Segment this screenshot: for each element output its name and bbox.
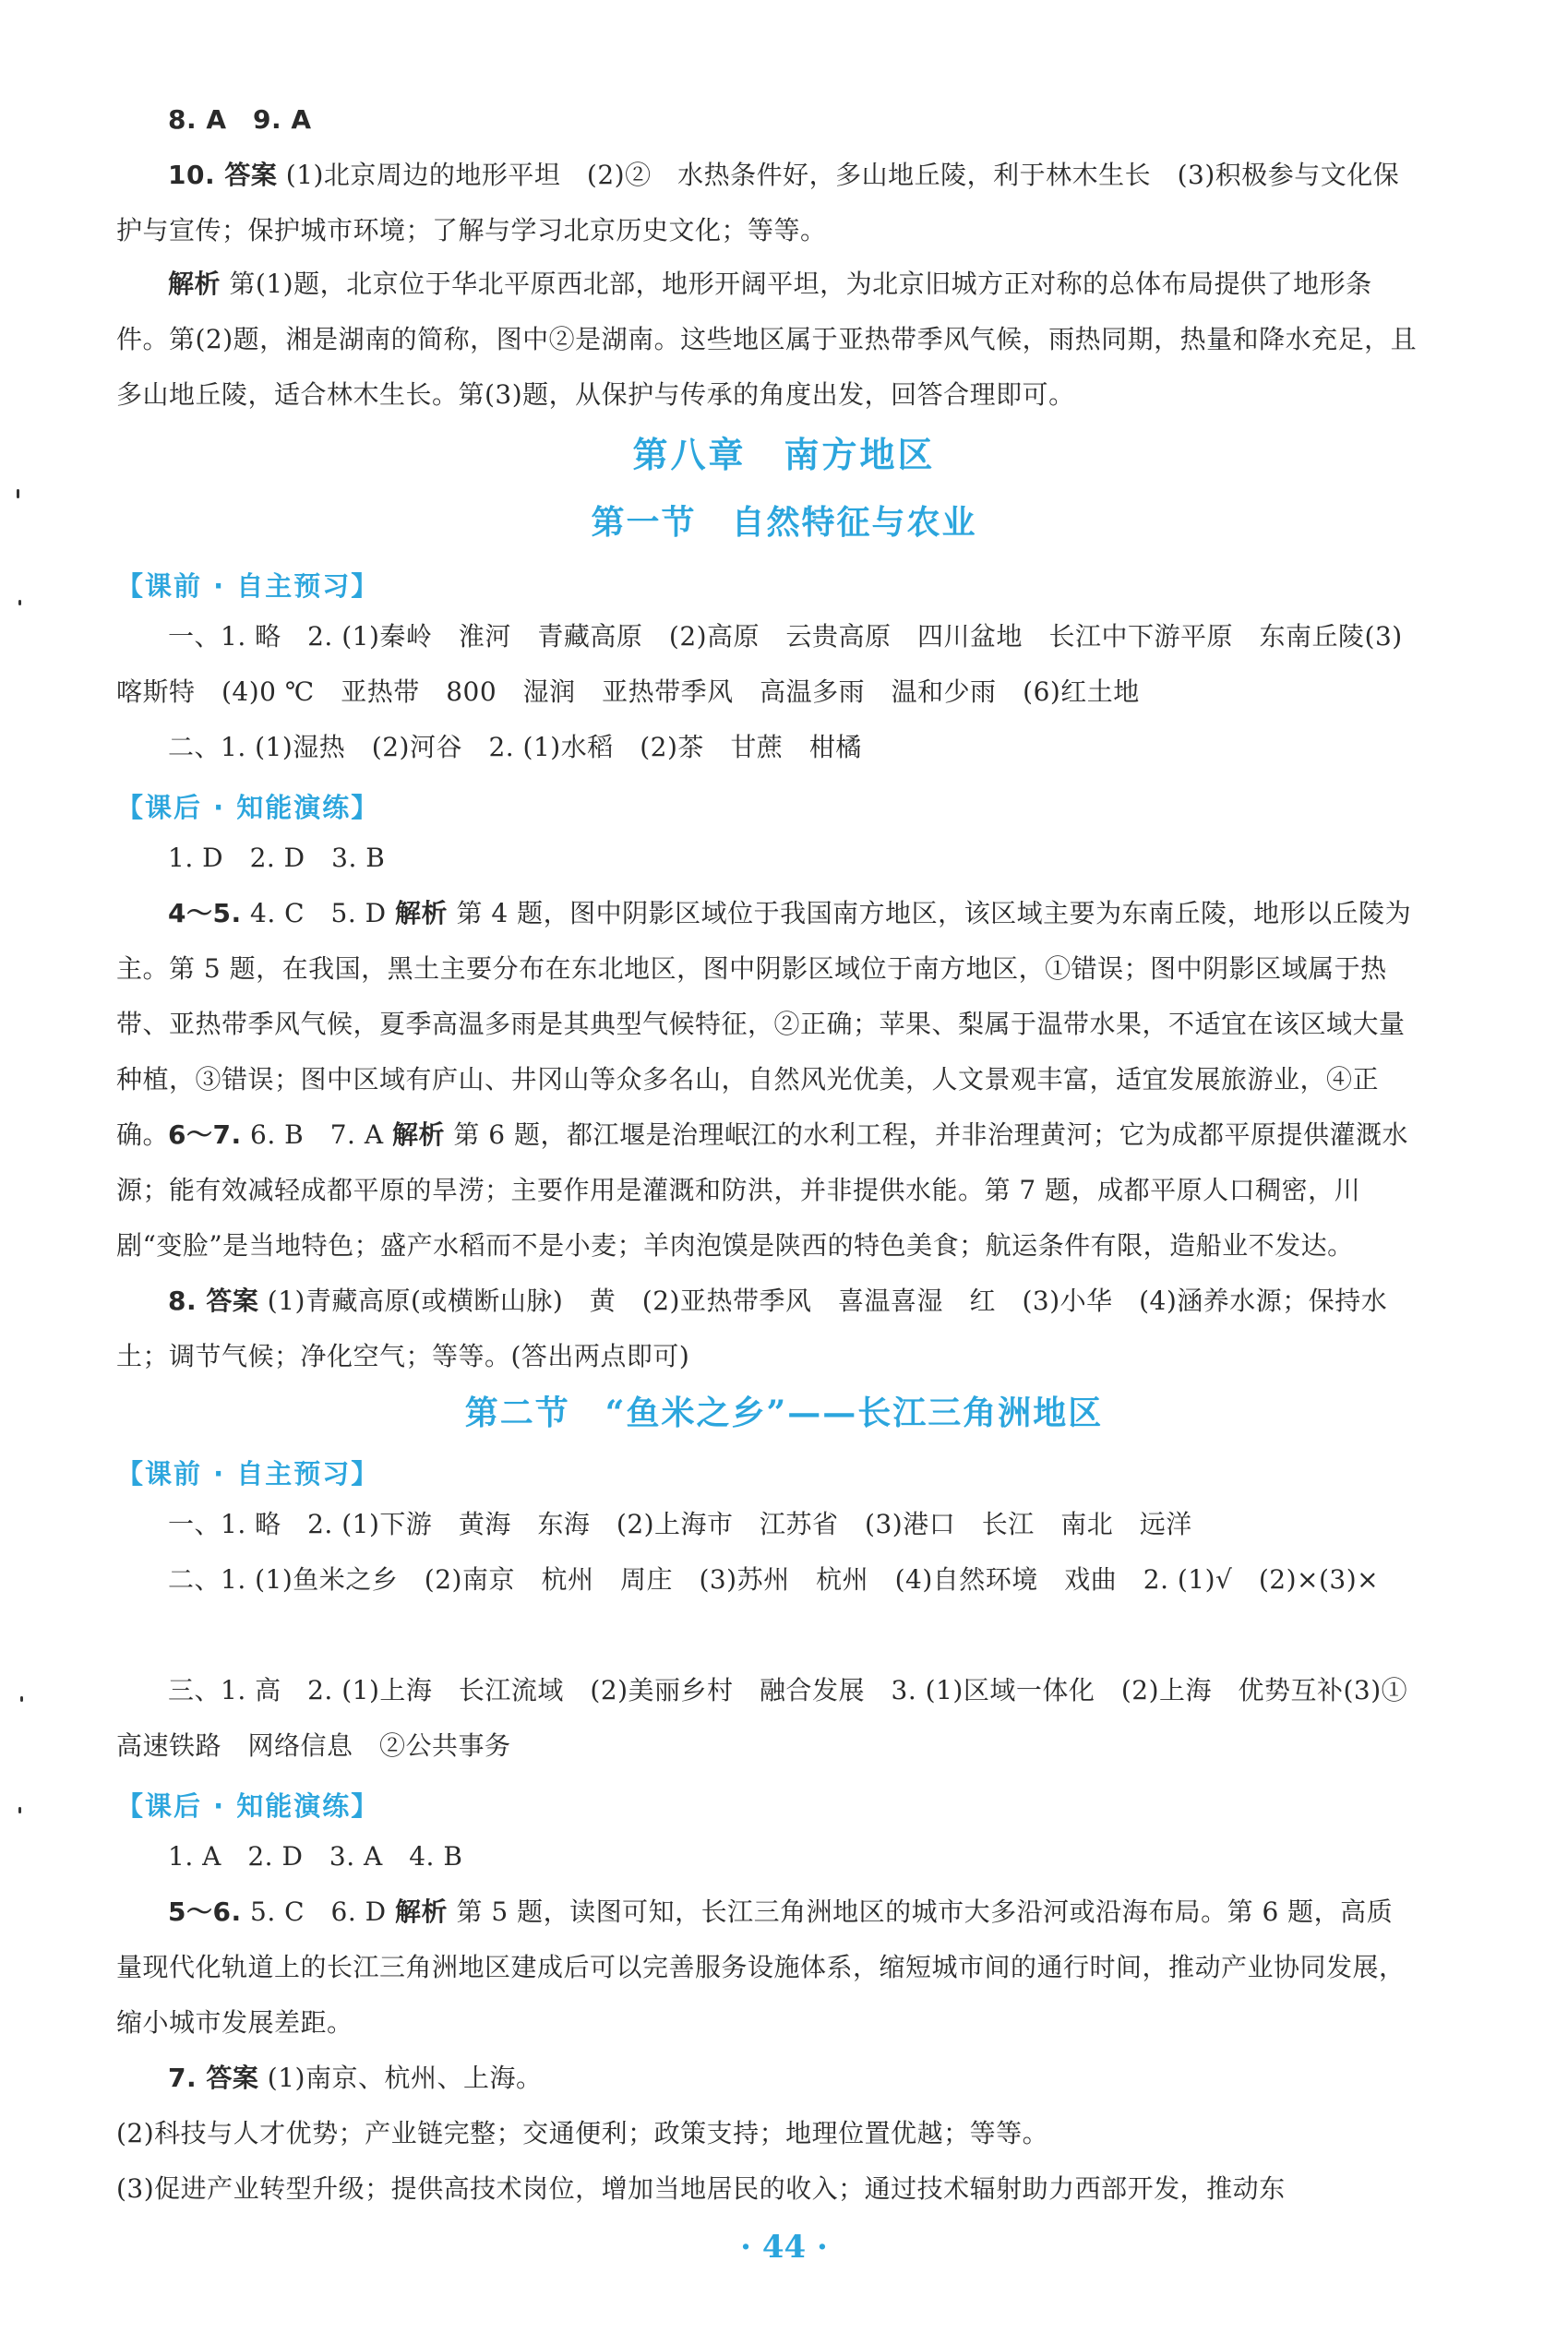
q8-answer: 8. 答案 (1)青藏高原(或横断山脉) 黄 (2)亚热带季风 喜温喜湿 红 (3)小华 (4)涵养水源；保持水土；调节气候；净化空气；等等。(答出两点即可) [116,1286,1388,1371]
section1-post-tag: 【课后 · 知能演练】 [116,792,380,823]
q10-answer: 10. 答案 (1)北京周边的地形平坦 (2)② 水热条件好，多山地丘陵，利于林木生长 (3)积极参与文化保护与宣传；保护城市环境；了解与学习北京历史文化；等等。 [116,160,1400,245]
q7-answer: 7. 答案 (1)南京、杭州、上海。 [168,2063,543,2093]
section2-pre-tag: 【课前 · 自主预习】 [116,1458,380,1490]
scan-mark [17,489,19,498]
q7-line-3: (3)促进产业转型升级；提供高技术岗位，增加当地居民的收入；通过技术辐射助力西部开发，推动东 [116,2173,1286,2204]
section2-title: 第二节 “鱼米之乡”——长江三角洲地区 [464,1394,1104,1432]
section1-pre-line-1: 一、1. 略 2. (1)秦岭 淮河 青藏高原 (2)高原 云贵高原 四川盆地 长江中下游平原 东南丘陵(3)喀斯特 (4)0 ℃ 亚热带 800 湿润 亚热带季风 高温多雨 温和少雨 (6)红土地 [116,621,1403,707]
page-number: · 44 · [740,2229,828,2266]
section2-post-tag: 【课后 · 知能演练】 [116,1790,380,1822]
q7-line-2: (2)科技与人才优势；产业链完整；交通便利；政策支持；地理位置优越；等等。 [116,2118,1049,2148]
q4-5: 4～5. 4. C 5. D 解析 第 4 题，图中阴影区域位于我国南方地区，该区域主要为东南丘陵，地形以丘陵为主。第 5 题，在我国，黑土主要分布在东北地区，图中阴影区域位于南方地区，①错误；图中阴影区域属于热带、亚热带季风气候，夏季高温多雨是其典型气候特征，②正确；苹果、梨属于温带水果，不适宜在该区域大量种植，③错误；图中区域有庐山、井冈山等众多名山，自然风光优美，人文景观丰富，适宜发展旅游业，④正确。 [116,898,1412,1150]
section2-pre-line-3: 三、1. 高 2. (1)上海 长江流域 (2)美丽乡村 融合发展 3. (1)区域一体化 (2)上海 优势互补(3)①高速铁路 网络信息 ②公共事务 [116,1675,1408,1761]
scan-mark [18,600,21,605]
q10-analysis: 解析 第(1)题，北京位于华北平原西北部，地形开阔平坦，为北京旧城方正对称的总体布局提供了地形条件。第(2)题，湘是湖南的简称，图中②是湖南。这些地区属于亚热带季风气候，雨热同期，热量和降水充足，且多山地丘陵，适合林木生长。第(3)题，从保护与传承的角度出发，回答合理即可。 [116,269,1418,410]
q5-6: 5～6. 5. C 6. D 解析 第 5 题，读图可知，长江三角洲地区的城市大多沿河或沿海布局。第 6 题，高质量现代化轨道上的长江三角洲地区建成后可以完善服务设施体系，缩短城市间的通行时间，推动产业协同发展，缩小城市发展差距。 [116,1896,1406,2038]
section1-title: 第一节 自然特征与农业 [591,503,977,542]
section2-ans-1-4: 1. A 2. D 3. A 4. B [168,1841,463,1872]
q6-7: 6～7. 6. B 7. A 解析 第 6 题，都江堰是治理岷江的水利工程，并非治理黄河；它为成都平原提供灌溉水源；能有效减轻成都平原的旱涝；主要作用是灌溉和防洪，并非提供水能。第 7 题，成都平原人口稠密，川剧“变脸”是当地特色；盛产水稻而不是小麦；羊肉泡馍是陕西的特色美食；航运条件有限，造船业不发达。 [116,1119,1408,1261]
section1-pre-tag: 【课前 · 自主预习】 [116,570,380,602]
section2-pre-line-1: 一、1. 略 2. (1)下游 黄海 东海 (2)上海市 江苏省 (3)港口 长江 南北 远洋 [168,1509,1192,1539]
chapter-title: 第八章 南方地区 [632,435,936,475]
section1-pre-line-2: 二、1. (1)湿热 (2)河谷 2. (1)水稻 (2)茶 甘蔗 柑橘 [168,732,862,762]
answers-8-9: 8. A 9. A [168,104,312,135]
section2-pre-line-2: 二、1. (1)鱼米之乡 (2)南京 杭州 周庄 (3)苏州 杭州 (4)自然环境 戏曲 2. (1)√ (2)×(3)× [168,1564,1380,1595]
scan-mark [18,1807,21,1813]
section1-ans-1-3: 1. D 2. D 3. B [168,843,386,873]
scan-mark [20,1696,23,1702]
